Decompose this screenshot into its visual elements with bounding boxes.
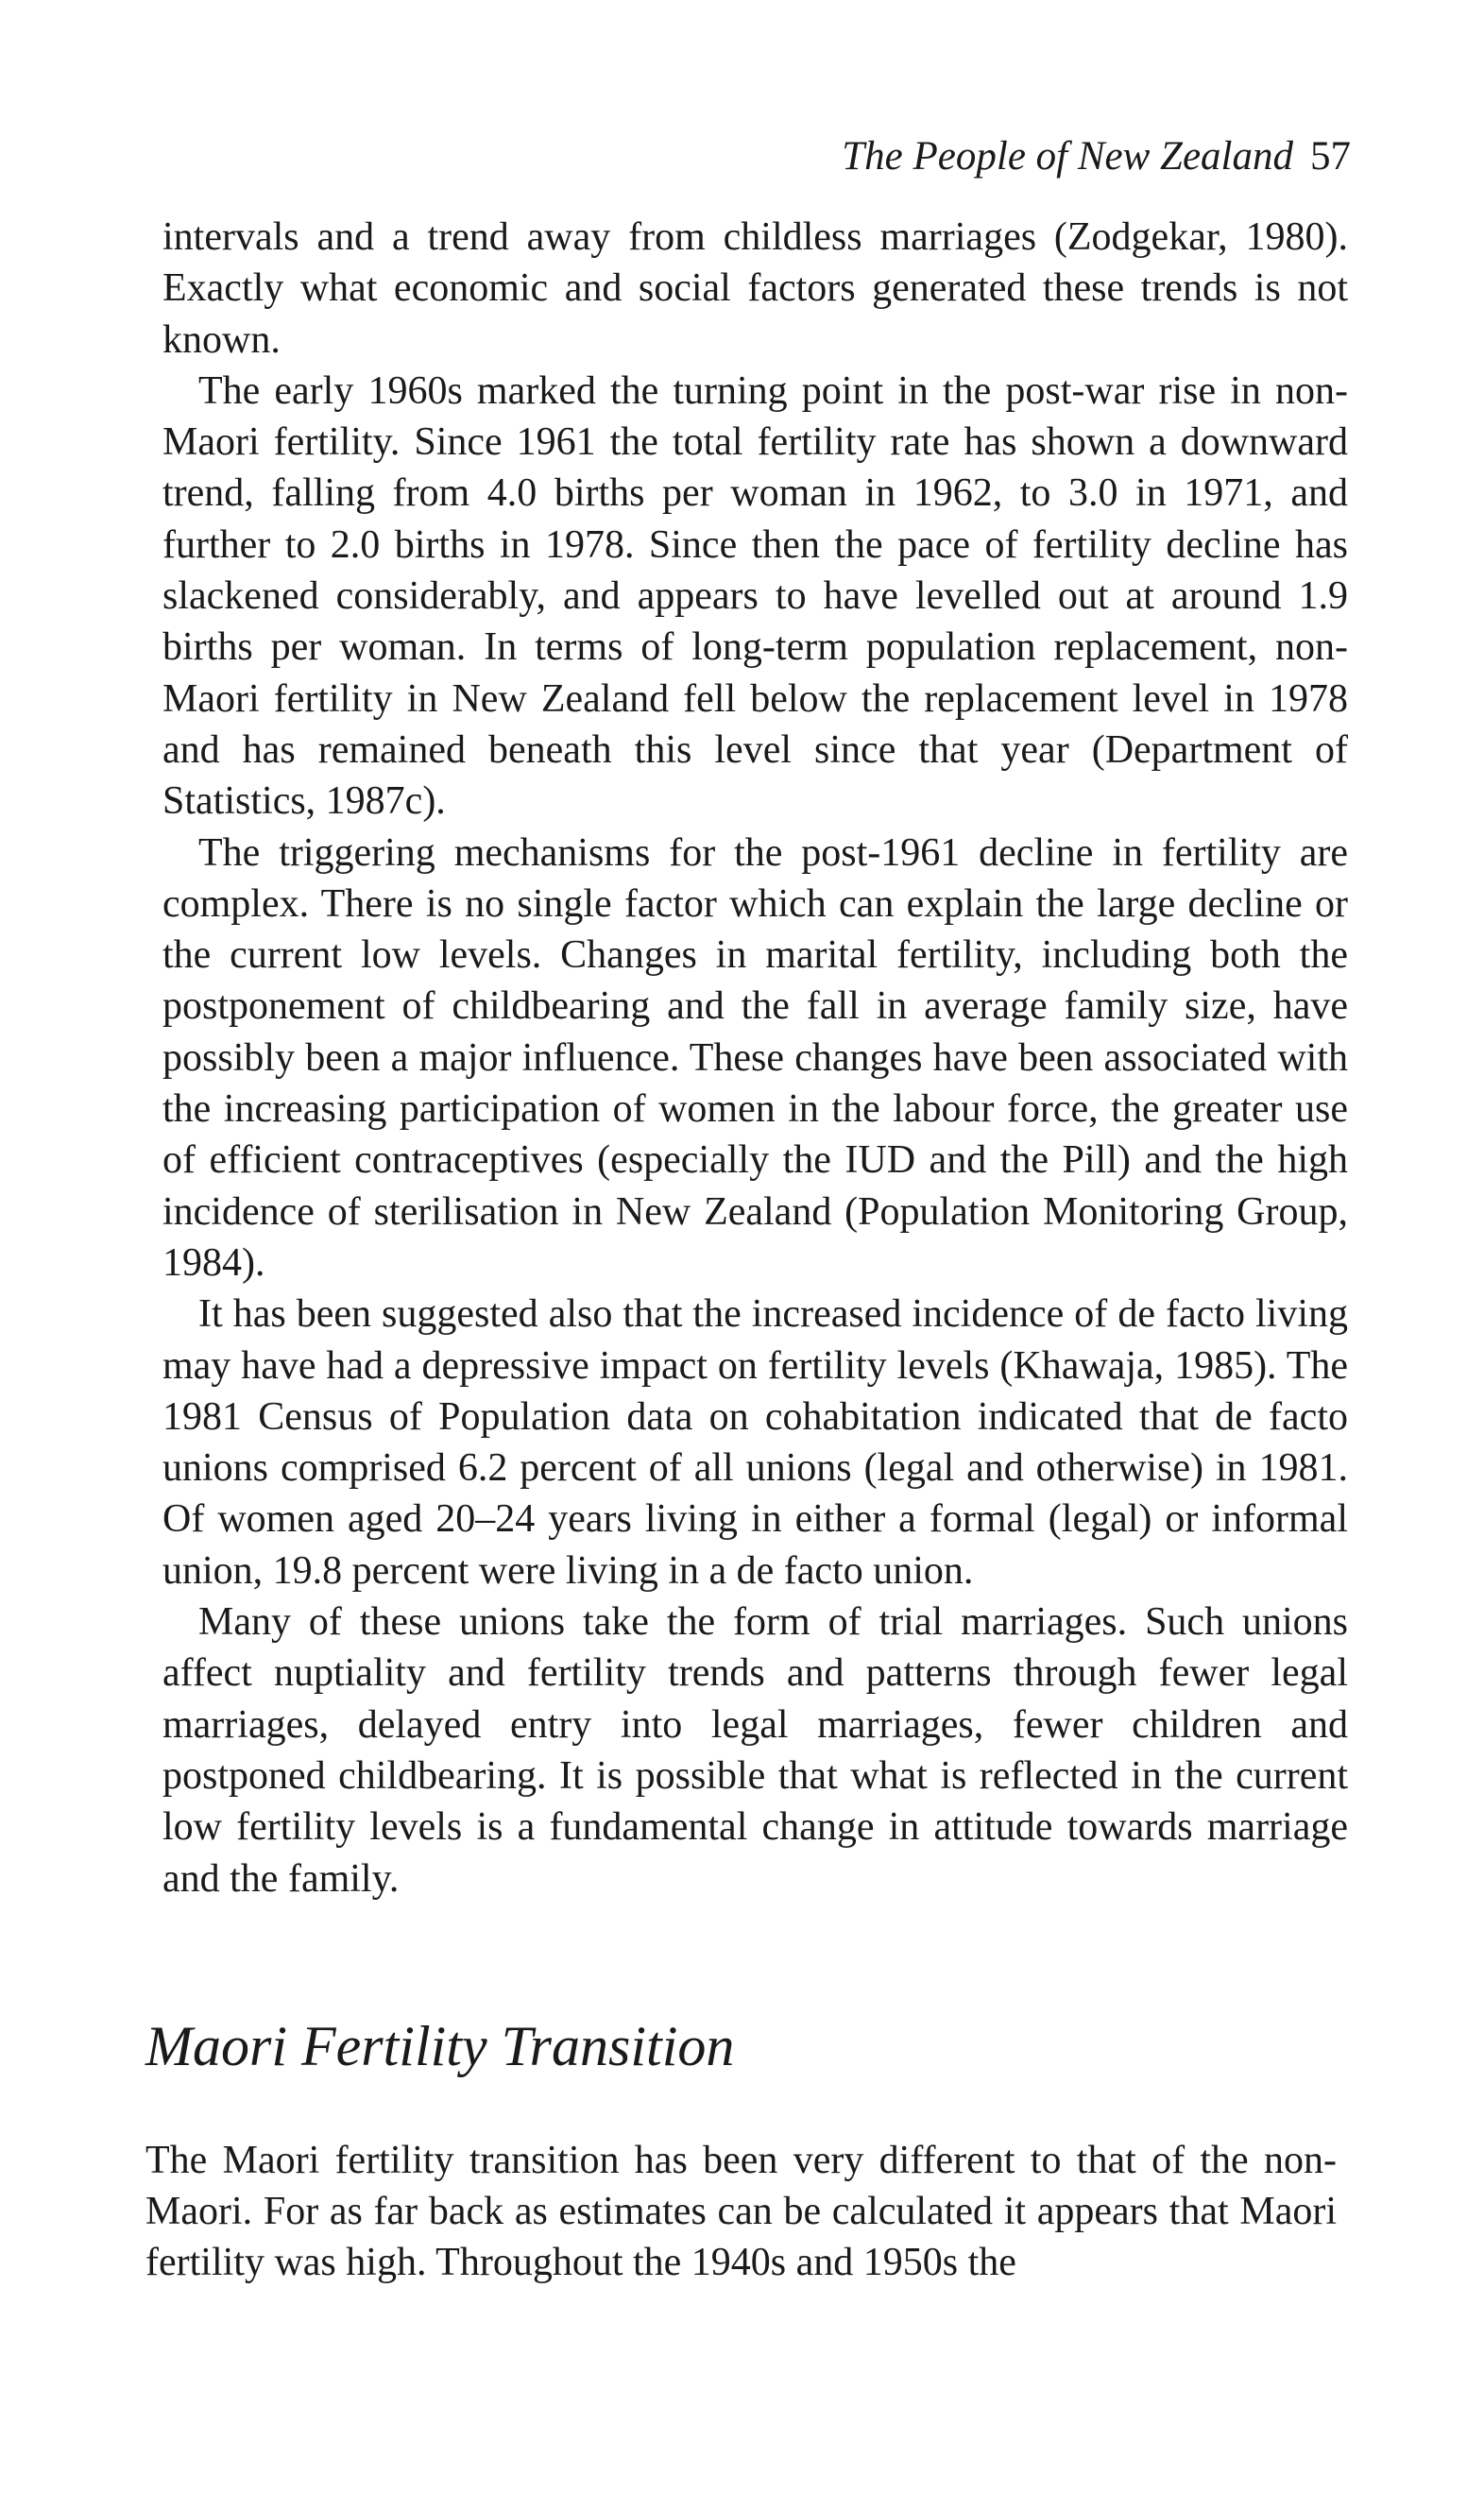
paragraph-early-1960s: The early 1960s marked the turning point in the post-war rise in non-Maori fertility. Since 1961 the total fertility rate has shown a downward trend, falling from 4.0 births per woman in 1962, to 3.0 in 1971, and further to 2.0 births in 1978. Since then the pace of fertility decline has slackened considerably, and appears to have levelled out at around 1.9 births per woman. In terms of long-term population replacement, non-Maori fertility in New Zealand fell below the replacement level in 1978 and has remained beneath this level since that year (Department of Statistics, 1987c). [162, 368, 1348, 824]
running-head [842, 132, 1351, 181]
running-head-title: The People of New Zealand [842, 134, 1293, 179]
paragraph-trial-marriages: Many of these unions take the form of trial marriages. Such unions affect nuptiality and fertility trends and patterns through fewer legal marriages, delayed entry into legal marriages, fewer children and postponed childbearing. It is possible that what is reflected in the current low fertility levels is a fundamental change in attitude towards marriage and the family. [162, 1600, 1348, 1901]
page-number: 57 [1310, 134, 1351, 179]
paragraph-continued: intervals and a trend away from childless marriages (Zodgekar, 1980). Exactly what economic and social factors generated these trends is not known. [162, 215, 1348, 362]
paragraph-triggering-mechanisms: The triggering mechanisms for the post-1961 decline in fertility are complex. There is no single factor which can explain the large decline or the current low levels. Changes in marital fertility, including both the postponement of childbearing and the fall in average family size, have possibly been a major influence. These changes have been associated with the increasing participation of women in the labour force, the greater use of efficient contraceptives (especially the IUD and the Pill) and the high incidence of sterilisation in New Zealand (Population Monitoring Group, 1984). [162, 830, 1348, 1285]
section-heading: Maori Fertility Transition [145, 2015, 735, 2077]
section-text [145, 2135, 1337, 2288]
body-text [162, 212, 1348, 1904]
paragraph-maori-transition: The Maori fertility transition has been very different to that of the non-Maori. For as far back as estimates can be calculated it appears that Maori fertility was high. Throughout the 1940s and 1950s the [145, 2139, 1337, 2284]
paragraph-de-facto-living: It has been suggested also that the increased incidence of de facto living may have had a depressive impact on fertility levels (Khawaja, 1985). The 1981 Census of Population data on cohabitation indicated that de facto unions comprised 6.2 percent of all unions (legal and otherwise) in 1981. Of women aged 20–24 years living in either a formal (legal) or informal union, 19.8 percent were living in a de facto union. [162, 1292, 1348, 1593]
